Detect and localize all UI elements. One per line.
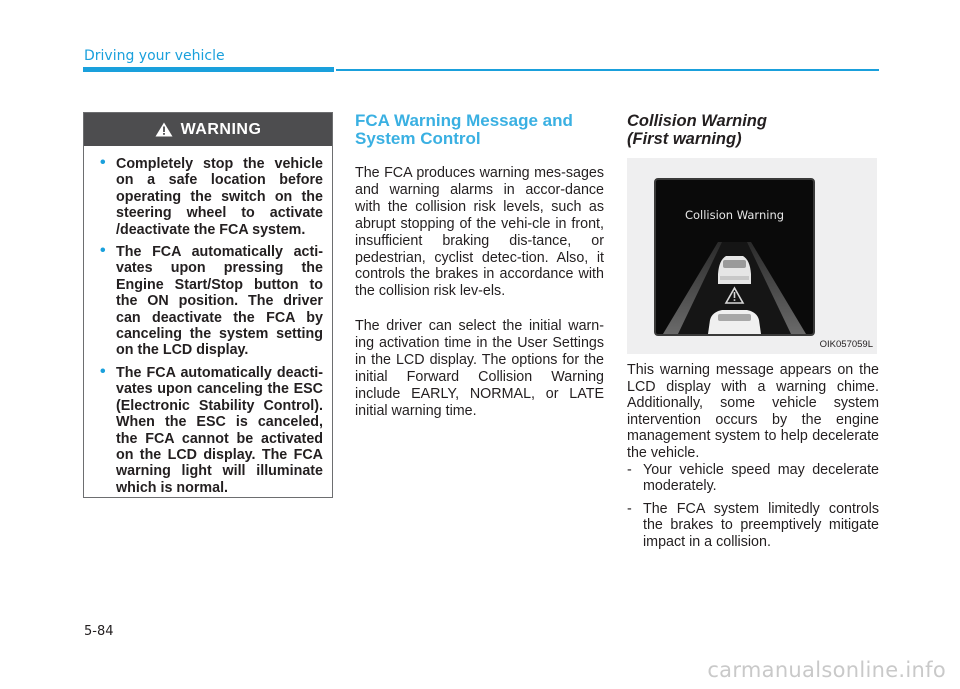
header-rule-thin <box>336 69 879 71</box>
lcd-display-image <box>654 178 815 336</box>
subsection-title-line1: Collision Warning <box>627 112 767 130</box>
warning-header <box>84 113 332 146</box>
section-title: FCA Warning Message and System Control <box>355 111 573 148</box>
dash-marker: - <box>627 461 632 478</box>
warning-item-text: The FCA automatically acti-vates upon pressing the Engine Start/Stop button to the ON position. The driver can deactivate the FCA by canceling the system setting on the LCD display. <box>116 244 323 359</box>
bullet-icon: • <box>100 154 106 171</box>
subsection-title-line2: (First warning) <box>627 130 742 148</box>
subsection-title <box>627 112 879 148</box>
warning-box <box>83 112 333 498</box>
section-header: Driving your vehicle <box>84 48 225 64</box>
road-illustration <box>656 180 813 334</box>
body-paragraph: The FCA produces warning mes-sages and warning alarms in accor-dance with the collision risk levels, such as abrupt stopping of the vehi-cle in front, insufficient braking dis-tance, or pedestrian, cyclist detec-tion. Also, it controls the brakes in accordance with the collision risk lev-els. <box>355 165 604 300</box>
dash-item-text: Your vehicle speed may decelerate moderately. <box>643 461 879 495</box>
warning-item <box>100 244 323 359</box>
right-column <box>627 112 879 557</box>
header-rule-thick <box>83 67 334 72</box>
warning-item <box>100 362 323 496</box>
dash-item-text: The FCA system limitedly controls the brakes to preemptively mitigate impact in a collision. <box>643 500 879 550</box>
watermark: carmanualsonline.info <box>707 658 946 682</box>
dash-list <box>627 462 879 551</box>
middle-column <box>355 112 604 420</box>
warning-item-text: Completely stop the vehicle on a safe location before operating the switch on the steering wheel to activate /deactivate the FCA system. <box>116 156 323 238</box>
body-paragraph: The driver can select the initial warn-ing activation time in the User Settings in the LCD display. The options for the initial Forward Collision Warning include EARLY, NORMAL, or LATE initial warning time. <box>355 318 604 419</box>
dash-marker: - <box>627 500 632 517</box>
lcd-message: Collision Warning <box>684 208 785 222</box>
warning-list <box>84 146 332 496</box>
dash-item <box>627 501 879 551</box>
figure-collision-warning <box>627 158 877 354</box>
bullet-icon: • <box>100 362 106 380</box>
dash-item <box>627 462 879 495</box>
warning-item <box>100 156 323 238</box>
figure-code: OIK057059L <box>819 339 873 350</box>
warning-title: WARNING <box>180 120 262 138</box>
bullet-icon: • <box>100 242 106 260</box>
warning-item-text: The FCA automatically deacti-vates upon canceling the ESC (Electronic Stability Control). When the ESC is canceled, the FCA cannot be activated on the LCD display. The FCA warning light will illuminate which is normal. <box>116 364 323 496</box>
warning-triangle-icon <box>155 122 173 137</box>
page-number: 5-84 <box>84 624 114 639</box>
body-paragraph: This warning message appears on the LCD display with a warning chime. Additionally, some vehicle system intervention occurs by the engine management system to help decelerate the vehicle. <box>627 362 879 461</box>
